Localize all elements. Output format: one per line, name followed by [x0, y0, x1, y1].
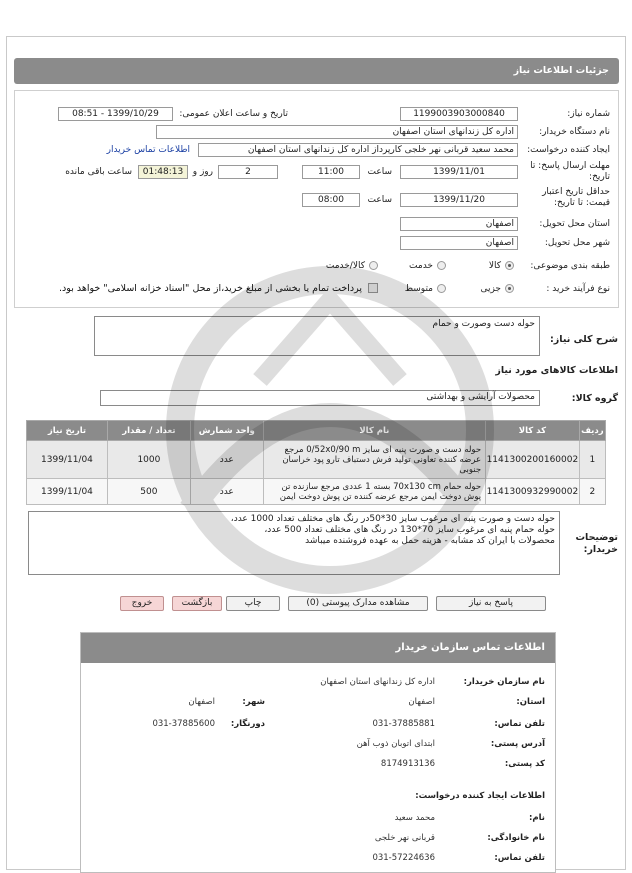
row-index: 2 [579, 479, 605, 505]
remaining-time-field: 01:48:13 [138, 165, 188, 179]
need-number-label: شماره نیاز: [567, 109, 610, 119]
contact-org-label: نام سازمان خریدار: [463, 677, 545, 687]
province-field: اصفهان [400, 217, 518, 231]
exit-button[interactable]: خروج [120, 596, 164, 611]
creator-label: ایجاد کننده درخواست: [527, 145, 610, 155]
creator-section-title: اطلاعات ایجاد کننده درخواست: [415, 791, 545, 801]
row-unit: عدد [190, 479, 263, 505]
buyer-notes-field [28, 511, 560, 575]
buyer-notes-line: محصولات با ایران کد مشابه - هزینه حمل به عهده فروشنده میباشد [305, 536, 555, 546]
need-number-field: 1199003903000840 [400, 107, 518, 121]
deadline-label: مهلت ارسال پاسخ: تا تاریخ: [530, 161, 610, 182]
payment-note: پرداخت تمام یا بخشی از مبلغ خرید،از محل "اسناد خزانه اسلامی" خواهد بود. [59, 283, 362, 294]
announce-label: تاریخ و ساعت اعلان عمومی: [179, 109, 288, 119]
validity-time-label: ساعت [367, 195, 392, 205]
category-option-both: کالا/خدمت [325, 261, 365, 271]
reply-button[interactable]: پاسخ به نیاز [436, 596, 546, 611]
category-option-service: خدمت [409, 261, 433, 271]
days-field: 2 [218, 165, 278, 179]
creator-name-value: محمد سعید [394, 813, 435, 823]
contact-address-label: آدرس پستی: [490, 739, 545, 749]
goods-table [26, 420, 606, 505]
col-date: تاریخ نیاز [27, 421, 108, 441]
city-label: شهر محل تحویل: [544, 238, 610, 248]
process-option-medium: متوسط [404, 284, 433, 294]
page-title: جزئیات اطلاعات نیاز [14, 58, 619, 84]
validity-label: حداقل تاریخ اعتبار قیمت: تا تاریخ: [542, 187, 610, 208]
row-date: 1399/11/04 [27, 479, 108, 505]
buyer-notes-line: حوله دست و صورت پنبه ای مرغوب سایز 30*50در رنگ های مختلف تعداد 1000 عدد، [230, 514, 555, 524]
row-code: 1141300932990002 [486, 479, 580, 505]
row-index: 1 [579, 441, 605, 479]
creator-family-label: نام خانوادگی: [487, 833, 545, 843]
creator-phone-value: 031-57224636 [372, 853, 435, 863]
contact-postal-label: کد پستی: [504, 759, 545, 769]
category-radio-service[interactable] [437, 261, 446, 270]
contact-address-value: ابتدای اتوبان ذوب آهن [356, 739, 435, 749]
remaining-label: ساعت باقی مانده [65, 167, 132, 177]
col-code: کد کالا [486, 421, 580, 441]
contact-phone-label: تلفن تماس: [494, 719, 545, 729]
process-radio-medium[interactable] [437, 284, 446, 293]
buyer-contact-panel [80, 632, 556, 873]
creator-family-value: قربانی نهر خلجی [374, 833, 435, 843]
creator-name-label: نام: [528, 813, 545, 823]
goods-group-label: گروه کالا: [571, 393, 618, 404]
contact-fax-label: دورنگار: [230, 719, 265, 729]
category-radio-both[interactable] [369, 261, 378, 270]
buyer-org-field: اداره کل زندانهای استان اصفهان [156, 125, 518, 139]
need-details-form [14, 90, 619, 308]
province-label: استان محل تحویل: [539, 219, 610, 229]
deadline-time-label: ساعت [367, 167, 392, 177]
city-field: اصفهان [400, 236, 518, 250]
announce-field: 1399/10/29 - 08:51 [58, 107, 173, 121]
category-label: طبقه بندی موضوعی: [530, 261, 610, 271]
goods-section-title: اطلاعات کالاهای مورد نیاز [495, 365, 618, 376]
contact-city-label: شهر: [242, 697, 265, 707]
process-option-small: جزیی [480, 284, 501, 294]
row-qty: 1000 [107, 441, 190, 479]
contact-phone-value: 031-37885881 [372, 719, 435, 729]
buyer-notes-line: حوله حمام پنبه ای مرغوب سایز 70*130 در رنگ های مختلف تعداد 500 عدد، [264, 525, 555, 535]
table-row [27, 479, 606, 505]
summary-label: شرح کلی نیاز: [549, 334, 618, 345]
contact-title: اطلاعات تماس سازمان خریدار [81, 633, 555, 663]
col-name: نام کالا [263, 421, 485, 441]
contact-org-value: اداره کل زندانهای استان اصفهان [320, 677, 435, 687]
days-label: روز و [192, 167, 213, 177]
contact-fax-value: 031-37885600 [152, 719, 215, 729]
buyer-contact-link[interactable]: اطلاعات تماس خریدار [106, 145, 190, 155]
col-qty: تعداد / مقدار [107, 421, 190, 441]
contact-province-label: استان: [516, 697, 545, 707]
process-radio-small[interactable] [505, 284, 514, 293]
col-index: ردیف [579, 421, 605, 441]
category-option-goods: کالا [488, 261, 501, 271]
summary-field: حوله دست وصورت و حمام [94, 316, 540, 356]
attachments-button[interactable]: مشاهده مدارک پیوستی (0) [288, 596, 428, 611]
validity-time-field: 08:00 [302, 193, 360, 207]
creator-field: محمد سعید قربانی نهر خلجی کارپرداز اداره کل زندانهای استان اصفهان [198, 143, 518, 157]
row-code: 1141300200160002 [486, 441, 580, 479]
buyer-notes-label: توضیحات خریدار: [575, 532, 618, 555]
creator-phone-label: تلفن تماس: [494, 853, 545, 863]
contact-postal-value: 8174913136 [380, 759, 435, 769]
goods-group-field: محصولات آرایشی و بهداشتی [100, 390, 540, 406]
print-button[interactable]: چاپ [226, 596, 280, 611]
row-unit: عدد [190, 441, 263, 479]
buyer-org-label: نام دستگاه خریدار: [539, 127, 610, 137]
contact-city-value: اصفهان [188, 697, 215, 707]
row-name: حوله حمام 70x130 cm بسته 1 عددی مرجع سازنده تن پوش دوخت ایمن مرجع عرضه کننده تن پوش دوخت ایمن [263, 479, 485, 505]
contact-province-value: اصفهان [408, 697, 435, 707]
category-radio-goods[interactable] [505, 261, 514, 270]
back-button[interactable]: بازگشت [172, 596, 222, 611]
deadline-time-field: 11:00 [302, 165, 360, 179]
process-label: نوع فرآیند خرید : [546, 284, 610, 294]
col-unit: واحد شمارش [190, 421, 263, 441]
validity-date-field: 1399/11/20 [400, 193, 518, 207]
row-date: 1399/11/04 [27, 441, 108, 479]
deadline-date-field: 1399/11/01 [400, 165, 518, 179]
treasury-checkbox[interactable] [368, 283, 378, 293]
row-qty: 500 [107, 479, 190, 505]
table-row [27, 441, 606, 479]
row-name: حوله دست و صورت پنبه ای سایز 0/52x0/90 m مرجع عرضه کننده تعاونی تولید فرش دستباف تارو پود خراسان جنوبی [263, 441, 485, 479]
